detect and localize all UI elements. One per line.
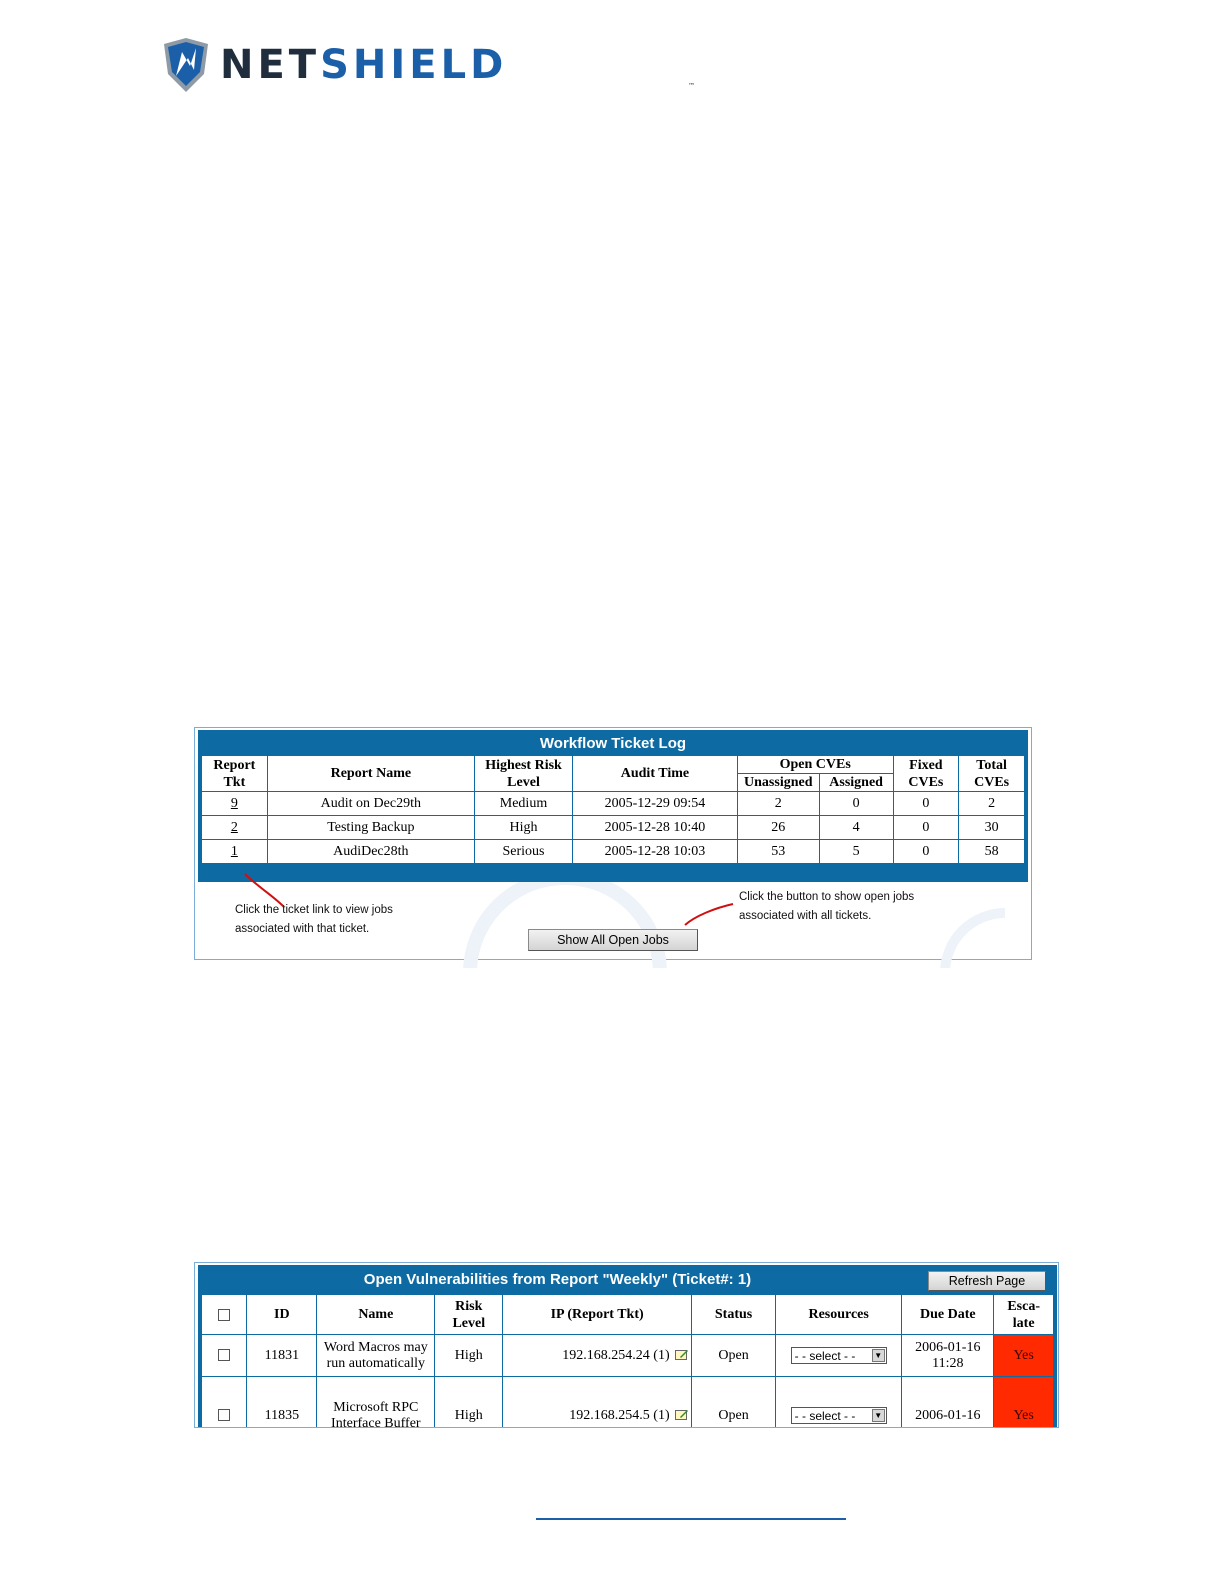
fixed-cell: 0 (893, 816, 959, 840)
ticket-link-note: Click the ticket link to view jobs associated with that ticket. (235, 904, 393, 935)
netshield-logo (160, 36, 695, 94)
header-due-date: Due Date (902, 1295, 994, 1335)
header-id: ID (247, 1295, 317, 1335)
header-unassigned: Unassigned (737, 774, 819, 792)
resources-select-value: - - select - - (794, 1348, 856, 1363)
ticket-link-cell (202, 816, 268, 840)
ticket-link[interactable]: 2 (230, 819, 238, 835)
escalate-cell: Yes (994, 1335, 1054, 1377)
logo-text-net: NET (220, 42, 321, 88)
assigned-cell: 5 (819, 840, 893, 864)
header-open-cves: Open CVEs (737, 756, 893, 774)
report-name-cell: Audit on Dec29th (267, 792, 474, 816)
resources-select[interactable] (791, 1347, 887, 1364)
open-vulnerabilities-panel (194, 1262, 1059, 1428)
risk-level-cell: Serious (474, 840, 572, 864)
chevron-down-icon[interactable]: ▼ (872, 1409, 885, 1422)
workflow-title: Workflow Ticket Log (539, 735, 687, 752)
total-cell: 2 (959, 792, 1025, 816)
due-date-cell: 2006-01-16 (902, 1377, 994, 1429)
refresh-page-button[interactable]: Refresh Page (928, 1271, 1046, 1291)
table-row (202, 1377, 1054, 1429)
risk-level-cell: High (474, 816, 572, 840)
risk-level-cell: Medium (474, 792, 572, 816)
header-assigned: Assigned (819, 774, 893, 792)
logo-text-shield: SHIELD (320, 42, 508, 88)
header-select-all (202, 1295, 247, 1335)
vulns-title: Open Vulnerabilities from Report "Weekly" (Ticket#: 1) (363, 1271, 752, 1288)
ip-cell (503, 1335, 692, 1377)
ticket-link[interactable]: 9 (230, 795, 238, 811)
assigned-cell: 4 (819, 816, 893, 840)
open-vulnerabilities-table (201, 1294, 1054, 1428)
header-ip: IP (Report Tkt) (503, 1295, 692, 1335)
header-name: Name (317, 1295, 435, 1335)
vulns-table-frame (198, 1265, 1057, 1428)
ticket-link[interactable]: 1 (230, 843, 238, 859)
total-cell: 30 (959, 816, 1025, 840)
audit-time-cell: 2005-12-28 10:40 (573, 816, 738, 840)
due-date-cell: 2006-01-16 11:28 (902, 1335, 994, 1377)
header-fixed-cves: Fixed CVEs (893, 756, 959, 792)
assigned-cell: 0 (819, 792, 893, 816)
escalate-cell: Yes (994, 1377, 1054, 1429)
audit-time-cell: 2005-12-28 10:03 (573, 840, 738, 864)
name-cell: Word Macros may run automatically (317, 1335, 435, 1377)
resources-cell (776, 1335, 902, 1377)
row-checkbox-cell (202, 1335, 247, 1377)
logo-wordmark (220, 40, 507, 90)
edit-note-icon[interactable] (675, 1409, 689, 1421)
table-row (202, 816, 1025, 840)
report-name-cell: Testing Backup (267, 816, 474, 840)
ticket-link-cell (202, 840, 268, 864)
unassigned-cell: 2 (737, 792, 819, 816)
workflow-ticket-table (201, 755, 1025, 864)
footer-link-underline (536, 1518, 846, 1520)
row-checkbox[interactable] (218, 1349, 230, 1361)
workflow-ticket-log-panel (194, 727, 1032, 960)
unassigned-cell: 53 (737, 840, 819, 864)
header-risk-level: Highest Risk Level (474, 756, 572, 792)
ip-cell (503, 1377, 692, 1429)
chevron-down-icon[interactable]: ▼ (872, 1349, 885, 1362)
risk-cell: High (435, 1377, 503, 1429)
name-cell: Microsoft RPC Interface Buffer (317, 1377, 435, 1429)
table-row (202, 792, 1025, 816)
resources-cell (776, 1377, 902, 1429)
status-cell: Open (692, 1335, 776, 1377)
workflow-table-frame (198, 730, 1028, 882)
header-status: Status (692, 1295, 776, 1335)
audit-time-cell: 2005-12-29 09:54 (573, 792, 738, 816)
header-report-tkt: Report Tkt (202, 756, 268, 792)
edit-note-icon[interactable] (675, 1349, 689, 1361)
table-row (202, 1335, 1054, 1377)
report-name-cell: AudiDec28th (267, 840, 474, 864)
trademark-symbol: ™ (688, 82, 695, 90)
show-all-open-jobs-button[interactable]: Show All Open Jobs (528, 929, 698, 951)
table-row (202, 840, 1025, 864)
resources-select[interactable] (791, 1407, 887, 1424)
vulns-title-bar (201, 1268, 1054, 1294)
row-checkbox-cell (202, 1377, 247, 1429)
risk-cell: High (435, 1335, 503, 1377)
id-cell: 11835 (247, 1377, 317, 1429)
header-risk: Risk Level (435, 1295, 503, 1335)
shield-logo-icon (160, 36, 212, 94)
header-report-name: Report Name (267, 756, 474, 792)
resources-select-value: - - select - - (794, 1408, 856, 1423)
header-escalate: Esca- late (994, 1295, 1054, 1335)
row-checkbox[interactable] (218, 1409, 230, 1421)
ip-text: 192.168.254.24 (1) (562, 1347, 670, 1363)
select-all-checkbox[interactable] (218, 1309, 230, 1321)
id-cell: 11831 (247, 1335, 317, 1377)
header-total-cves: Total CVEs (959, 756, 1025, 792)
header-resources: Resources (776, 1295, 902, 1335)
ip-text: 192.168.254.5 (1) (569, 1407, 670, 1423)
ticket-link-cell (202, 792, 268, 816)
show-button-note: Click the button to show open jobs associated with all tickets. (739, 891, 915, 922)
fixed-cell: 0 (893, 792, 959, 816)
total-cell: 58 (959, 840, 1025, 864)
unassigned-cell: 26 (737, 816, 819, 840)
arrow-to-show-button (685, 904, 733, 925)
status-cell: Open (692, 1377, 776, 1429)
header-audit-time: Audit Time (573, 756, 738, 792)
fixed-cell: 0 (893, 840, 959, 864)
